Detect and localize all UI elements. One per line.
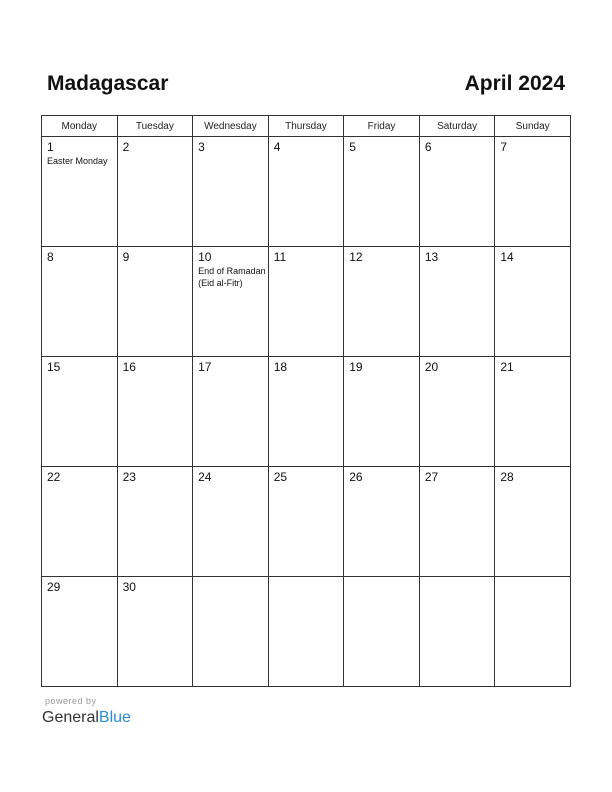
day-cell <box>193 247 269 357</box>
day-cell <box>117 137 193 247</box>
week-row <box>42 247 571 357</box>
footer-branding <box>42 696 131 728</box>
weekday-header: Sunday <box>495 116 571 137</box>
day-cell <box>344 247 420 357</box>
day-cell <box>268 137 344 247</box>
day-cell <box>495 137 571 247</box>
day-number: 28 <box>500 470 514 484</box>
day-number: 23 <box>122 470 136 484</box>
day-number: 24 <box>198 470 212 484</box>
logo-text-blue: Blue <box>98 709 131 726</box>
day-cell <box>344 467 420 577</box>
day-number: 8 <box>47 250 54 264</box>
holiday-label: End of Ramadan (Eid al-Fitr) <box>198 266 266 288</box>
calendar-title-country: Madagascar <box>47 72 169 95</box>
day-number: 16 <box>122 360 136 374</box>
day-cell-empty <box>495 577 571 687</box>
day-number: 14 <box>500 250 514 264</box>
day-cell-empty <box>268 577 344 687</box>
day-cell <box>117 357 193 467</box>
day-cell <box>419 467 495 577</box>
day-cell <box>193 357 269 467</box>
weekday-header: Monday <box>42 116 118 137</box>
day-number: 22 <box>47 470 61 484</box>
logo-text-general: General <box>42 709 99 726</box>
day-cell-empty <box>344 577 420 687</box>
day-cell <box>42 467 118 577</box>
day-cell <box>42 577 118 687</box>
week-row <box>42 357 571 467</box>
calendar-grid <box>41 115 571 687</box>
generalblue-logo[interactable] <box>42 708 131 728</box>
day-cell <box>268 467 344 577</box>
day-cell <box>268 357 344 467</box>
day-number: 18 <box>273 360 288 374</box>
day-number: 26 <box>349 470 363 484</box>
day-cell-empty <box>193 577 269 687</box>
holiday-label: Easter Monday <box>47 156 108 166</box>
day-number: 2 <box>122 140 130 154</box>
day-number: 7 <box>500 140 508 154</box>
day-cell <box>193 137 269 247</box>
day-number: 3 <box>198 140 205 154</box>
day-number: 15 <box>47 360 61 374</box>
day-number: 19 <box>349 360 363 374</box>
day-cell <box>495 247 571 357</box>
day-number: 9 <box>122 250 130 264</box>
day-cell-empty <box>419 577 495 687</box>
week-row <box>42 137 571 247</box>
day-number: 21 <box>500 360 514 374</box>
day-number: 10 <box>198 250 212 264</box>
day-number: 12 <box>349 250 363 264</box>
day-cell <box>117 577 193 687</box>
day-cell <box>117 247 193 357</box>
week-row <box>42 577 571 687</box>
day-cell <box>42 247 118 357</box>
weekday-header: Tuesday <box>117 116 193 137</box>
day-number: 13 <box>424 250 439 264</box>
day-cell <box>344 137 420 247</box>
day-cell <box>495 467 571 577</box>
day-number: 30 <box>122 580 136 594</box>
day-number: 25 <box>273 470 288 484</box>
day-cell <box>42 357 118 467</box>
day-cell <box>42 137 118 247</box>
day-cell <box>419 357 495 467</box>
day-number: 20 <box>424 360 439 374</box>
powered-by-text: powered by <box>45 696 97 706</box>
weekday-header-row <box>42 116 571 137</box>
day-cell <box>419 247 495 357</box>
day-cell <box>193 467 269 577</box>
day-number: 1 <box>47 140 54 154</box>
weekday-header: Thursday <box>268 116 344 137</box>
day-cell <box>268 247 344 357</box>
calendar-title-month: April 2024 <box>464 72 565 95</box>
day-number: 29 <box>47 580 61 594</box>
day-number: 5 <box>349 140 356 154</box>
day-cell <box>344 357 420 467</box>
day-cell <box>495 357 571 467</box>
week-row <box>42 467 571 577</box>
day-number: 4 <box>273 140 281 154</box>
day-number: 27 <box>424 470 439 484</box>
day-cell <box>419 137 495 247</box>
day-number: 6 <box>424 140 432 154</box>
day-number: 11 <box>273 250 287 264</box>
weekday-header: Friday <box>344 116 420 137</box>
weekday-header: Saturday <box>419 116 495 137</box>
day-cell <box>117 467 193 577</box>
day-number: 17 <box>198 360 212 374</box>
weekday-header: Wednesday <box>193 116 269 137</box>
